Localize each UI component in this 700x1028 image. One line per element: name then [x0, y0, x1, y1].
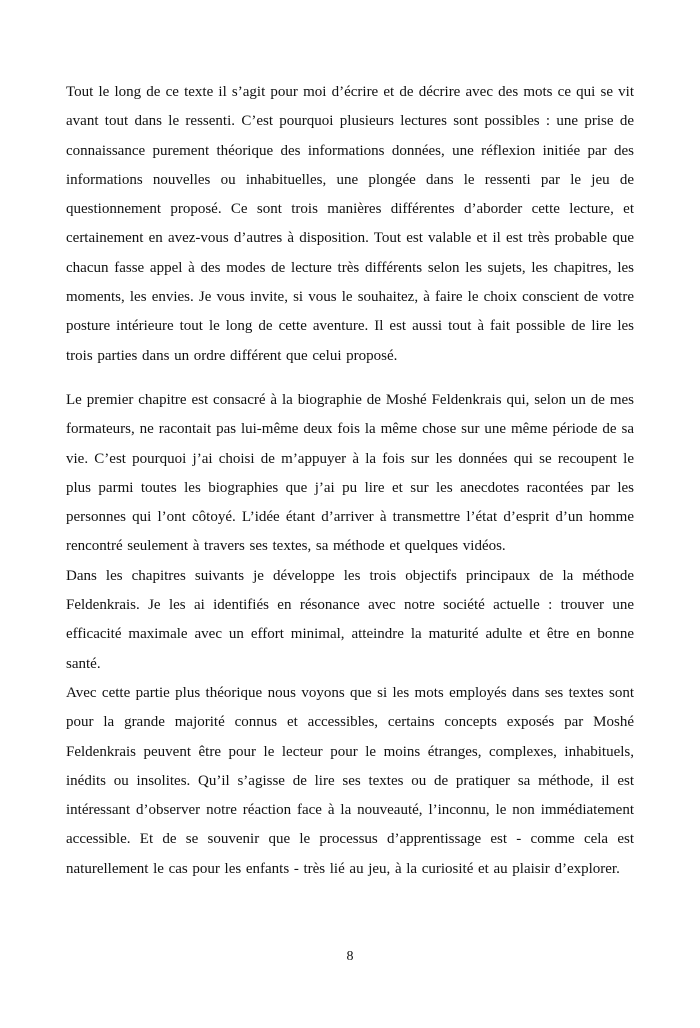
- paragraph: Avec cette partie plus théorique nous voyons que si les mots employés dans ses textes sont pour la grande majorité connus et accessibles, certains concepts exposés par Moshé Feldenkrais peuvent être pour le lecteur pour le moins étranges, complexes, inhabituels, inédits ou insolites. Qu’il s’agisse de lire ses textes ou de pratiquer sa méthode, il est intéressant d’observer notre réaction face à la nouveauté, l’inconnu, le non immédiatement accessible. Et de se souvenir que le processus d’apprentissage est - comme cela est naturellement le cas pour les enfants - très lié au jeu, à la curiosité et au plaisir d’explorer.: [66, 684, 634, 877]
- paragraph: Dans les chapitres suivants je développe les trois objectifs principaux de la méthode Feldenkrais. Je les ai identifiés en résonance avec notre société actuelle : trouver une efficacité maximale avec un effort minimal, atteindre la maturité adulte et être en bonne santé.: [66, 567, 634, 672]
- paragraph: Tout le long de ce texte il s’agit pour moi d’écrire et de décrire avec des mots ce qui se vit avant tout dans le ressenti. C’est pourquoi plusieurs lectures sont possibles : une prise de connaissance purement théorique des informations données, une réflexion initiée par des informations nouvelles ou inhabituelles, une plongée dans le ressenti par le jeu de questionnement proposé. Ce sont trois manières différentes d’aborder cette lecture, et certainement en avez-vous d’autres à disposition. Tout est valable et il est très probable que chacun fasse appel à des modes de lecture très différents selon les sujets, les chapitres, les moments, les envies. Je vous invite, si vous le souhaitez, à faire le choix conscient de votre posture intérieure tout le long de cette aventure. Il est aussi tout à fait possible de lire les trois parties dans un ordre différent que celui proposé.: [66, 84, 634, 364]
- page-content: [66, 78, 634, 884]
- page-number: 8: [346, 949, 354, 964]
- paragraph: Le premier chapitre est consacré à la biographie de Moshé Feldenkrais qui, selon un de mes formateurs, ne racontait pas lui-même deux fois la même chose sur une même période de sa vie. C’est pourquoi j’ai choisi de m’appuyer à la fois sur les données qui se recoupent le plus parmi toutes les biographies que j’ai pu lire et sur les anecdotes racontées par les personnes qui l’ont côtoyé. L’idée étant d’arriver à transmettre l’état d’esprit d’un homme rencontré seulement à travers ses textes, sa méthode et quelques vidéos.: [66, 391, 634, 555]
